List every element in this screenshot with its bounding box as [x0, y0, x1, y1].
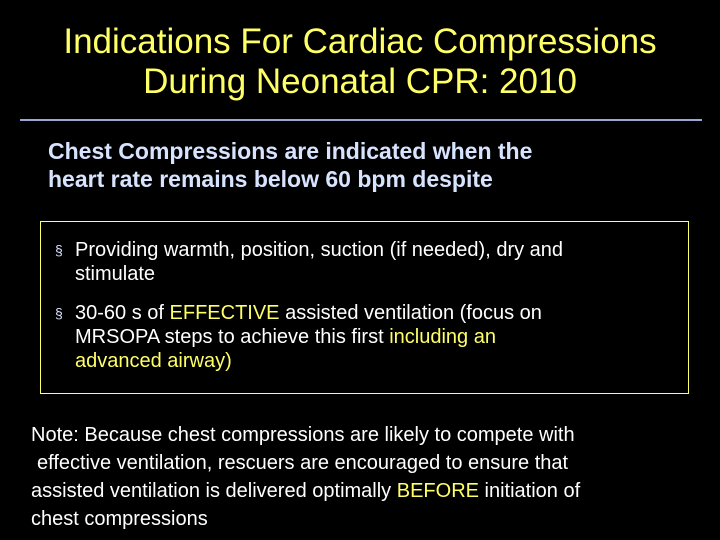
note-line-1: Note: Because chest compressions are likely to compete with — [31, 424, 575, 446]
title-divider — [20, 119, 702, 121]
bullet-marker-icon: § — [55, 242, 63, 258]
title-line-2: During Neonatal CPR: 2010 — [143, 62, 577, 101]
bullet-1-line-2: stimulate — [75, 263, 156, 285]
before-highlight: BEFORE — [396, 480, 479, 502]
bullet-marker-icon: § — [55, 305, 63, 321]
lead-text — [48, 137, 688, 193]
note-line-4: chest compressions — [31, 508, 208, 530]
note-line-3 — [31, 477, 701, 505]
title-line-1: Indications For Cardiac Compressions — [63, 22, 657, 61]
bullet-2-text-b: assisted ventilation (focus on — [279, 302, 542, 324]
note-text-b: initiation of — [478, 480, 581, 502]
bullet-item-warmth — [55, 238, 675, 286]
bullet-2-line-2 — [75, 325, 675, 349]
slide-title — [0, 22, 720, 102]
effective-highlight: EFFECTIVE — [169, 302, 280, 324]
bullet-box — [40, 221, 689, 394]
bullet-1-line-1: Providing warmth, position, suction (if needed), dry and — [75, 239, 564, 261]
bullet-item-ventilation — [55, 301, 675, 373]
lead-line-1: Chest Compressions are indicated when the — [48, 138, 533, 164]
note-text-a: assisted ventilation is delivered optimally — [31, 480, 397, 502]
airway-highlight-b: advanced airway) — [75, 350, 232, 372]
airway-highlight-a: including an — [389, 326, 496, 348]
bullet-2-line-3 — [75, 349, 675, 373]
bullet-2-text-a: 30-60 s of — [75, 302, 170, 324]
note-line-2: effective ventilation, rescuers are encouraged to ensure that — [37, 452, 569, 474]
bullet-2-line-1 — [75, 301, 675, 325]
lead-line-2: heart rate remains below 60 bpm despite — [48, 166, 493, 192]
bullet-2-text-c: MRSOPA steps to achieve this first — [75, 326, 390, 348]
note-text — [31, 421, 701, 533]
